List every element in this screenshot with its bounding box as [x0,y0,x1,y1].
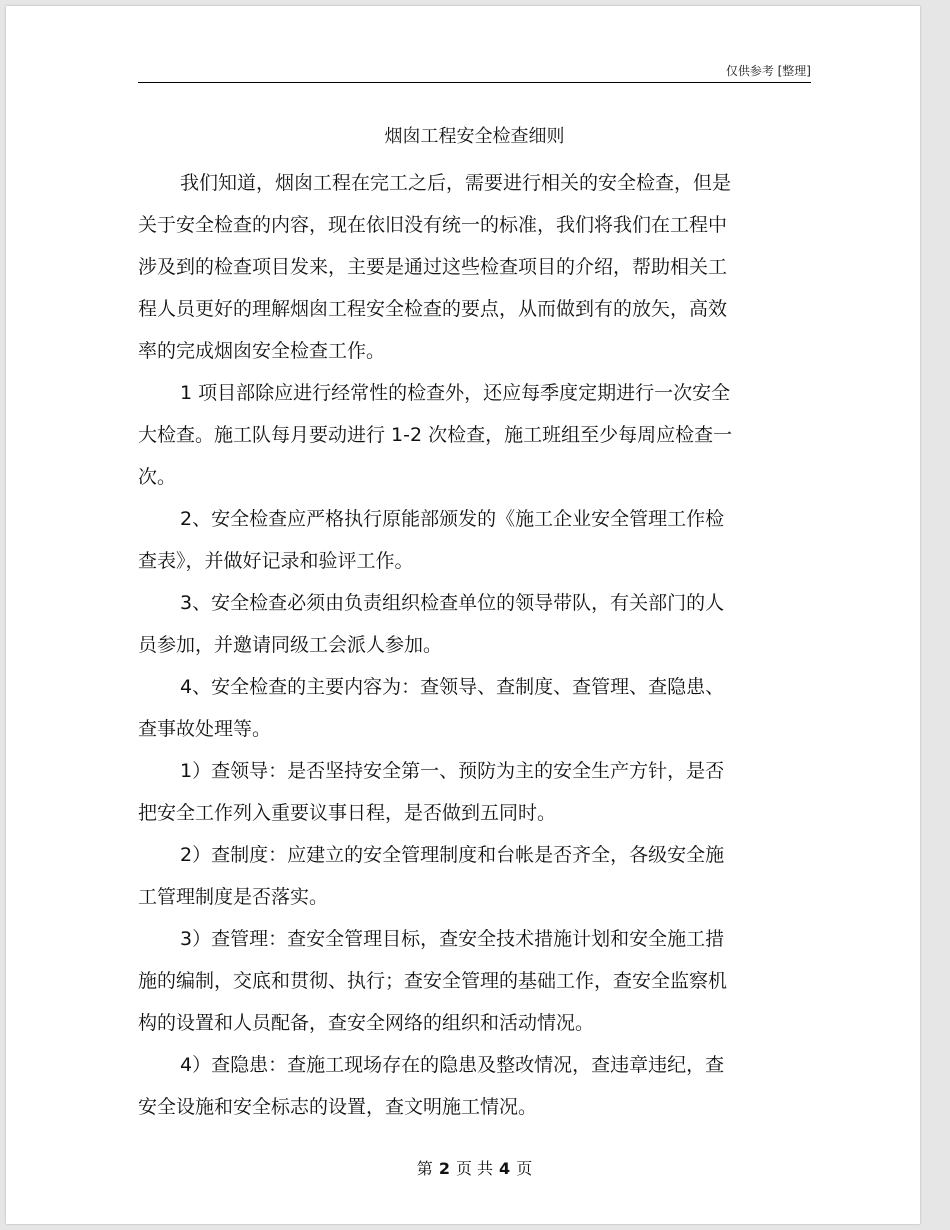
paragraph-line: 率的完成烟囱安全检查工作。 [138,340,386,362]
paragraph-line: 4）查隐患：查施工现场存在的隐患及整改情况，查违章违纪，查 [180,1054,725,1076]
footer-total-pages: 4 [499,1159,511,1178]
paragraph [138,1044,793,1128]
paragraph [138,666,793,750]
document-page [6,6,920,1224]
header-divider [138,82,811,83]
paragraph [138,372,793,498]
paragraph-line: 安全设施和安全标志的设置，查文明施工情况。 [138,1096,538,1118]
paragraph-line: 工管理制度是否落实。 [138,886,329,908]
paragraph-line: 施的编制，交底和贯彻、执行；查安全管理的基础工作，查安全监察机 [138,970,728,992]
paragraph-line: 查事故处理等。 [138,718,272,740]
paragraph [138,918,793,1044]
paragraph [138,834,793,918]
paragraph-line: 程人员更好的理解烟囱工程安全检查的要点，从而做到有的放矢，高效 [138,298,728,320]
paragraph-line: 关于安全检查的内容，现在依旧没有统一的标准，我们将我们在工程中 [138,214,728,236]
paragraph-line: 1 项目部除应进行经常性的检查外，还应每季度定期进行一次安全 [180,382,731,404]
paragraph [138,582,793,666]
page-footer [138,1156,811,1179]
paragraph-line: 涉及到的检查项目发来，主要是通过这些检查项目的介绍，帮助相关工 [138,256,728,278]
paragraph-line: 1）查领导：是否坚持安全第一、预防为主的安全生产方针，是否 [180,760,725,782]
document-title: 烟囱工程安全检查细则 [384,126,565,147]
page-header: 仅供参考 [整理] [725,64,811,78]
document-body [138,162,793,1128]
footer-suffix: 页 [516,1159,533,1178]
footer-prefix: 第 [416,1159,433,1178]
paragraph [138,162,793,372]
paragraph-line: 把安全工作列入重要议事日程，是否做到五同时。 [138,802,557,824]
paragraph-line: 3、安全检查必须由负责组织检查单位的领导带队，有关部门的人 [180,592,725,614]
paragraph-line: 员参加，并邀请同级工会派人参加。 [138,634,443,656]
paragraph-line: 大检查。施工队每月要动进行 1-2 次检查，施工班组至少每周应检查一 [138,424,733,446]
paragraph-line: 我们知道，烟囱工程在完工之后，需要进行相关的安全检查，但是 [180,172,732,194]
paragraph-line: 次。 [138,466,177,488]
paragraph-line: 2）查制度：应建立的安全管理制度和台帐是否齐全，各级安全施 [180,844,725,866]
paragraph [138,750,793,834]
footer-middle: 页 共 [455,1159,494,1178]
paragraph-line: 构的设置和人员配备，查安全网络的组织和活动情况。 [138,1012,595,1034]
paragraph-line: 2、安全检查应严格执行原能部颁发的《施工企业安全管理工作检 [180,508,725,530]
paragraph-line: 4、安全检查的主要内容为：查领导、查制度、查管理、查隐患、 [180,676,725,698]
footer-page-number: 2 [438,1159,450,1178]
paragraph-line: 查表》，并做好记录和验评工作。 [138,550,414,572]
paragraph [138,498,793,582]
paragraph-line: 3）查管理：查安全管理目标，查安全技术措施计划和安全施工措 [180,928,725,950]
